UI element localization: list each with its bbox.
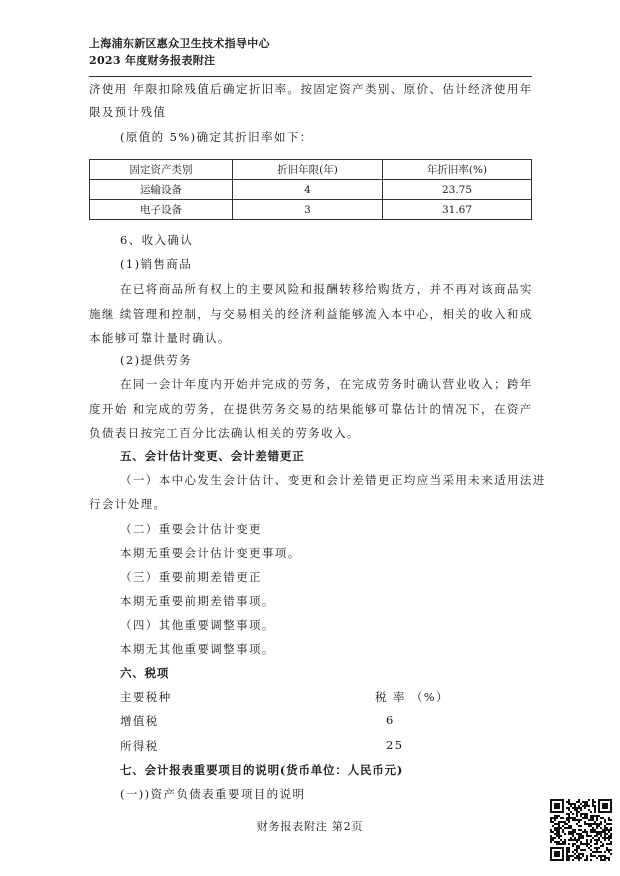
paragraph-line: 行会计处理。 [89,497,167,511]
table-row [90,180,532,200]
table-cell: 电子设备 [90,200,233,220]
subsection-title: (2)提供劳务 [120,353,193,367]
table-cell: 31.67 [383,200,532,220]
tax-col-header: 税 率 （%） [375,690,450,704]
paragraph-line: （一）本中心发生会计估计、变更和会计差错更正均应当采用未来适用法进 [120,473,546,487]
paragraph-line: 济使用 年限扣除残值后确定折旧率。按固定资产类别、原价、估计经济使用年 [89,82,533,96]
table-header-cell: 年折旧率(%) [383,160,532,180]
table-row [90,200,532,220]
subsection-title: (1)销售商品 [120,257,193,271]
paragraph-line: 度开始 和完成的劳务，在提供劳务交易的结果能够可靠估计的情况下，在资产 [89,402,533,416]
tax-col-header: 主要税种 [120,690,172,704]
tax-rate: 6 [386,713,395,727]
section-title: 五、会计估计变更、会计差错更正 [120,449,305,463]
tax-name: 增值税 [120,714,159,728]
qr-code-icon [548,797,614,863]
paragraph-line: 在已将商品所有权上的主要风险和报酬转移给购货方，并不再对该商品实 [120,282,533,296]
table-header-row [90,160,532,180]
table-cell: 4 [233,180,383,200]
table-cell: 23.75 [383,180,532,200]
table-cell: 运输设备 [90,180,233,200]
section-title: 6、收入确认 [120,233,194,247]
paragraph-line: 限及预计残值 [89,105,167,119]
tax-name: 所得税 [120,739,159,753]
tax-rate: 25 [386,738,404,752]
paragraph-line: (原值的 5%)确定其折旧率如下： [120,130,313,144]
page-footer: 财务报表附注 第2页 [256,820,364,833]
header-divider [89,76,532,77]
paragraph-line: 本能够可靠计量时确认。 [89,331,231,345]
header-title: 2023 年度财务报表附注 [89,54,216,67]
table-header-cell: 折旧年限(年) [233,160,383,180]
header-org: 上海浦东新区惠众卫生技术指导中心 [89,37,270,50]
subsection-title: (一))资产负债表重要项目的说明 [120,787,306,801]
paragraph-line: 施继 续管理和控制，与交易相关的经济利益能够流入本中心，相关的收入和成 [89,307,533,321]
section-title: 六、税项 [120,666,170,680]
table-header-cell: 固定资产类别 [90,160,233,180]
paragraph-line: 本期无其他重要调整事项。 [120,642,275,656]
subsection-title: （三）重要前期差错更正 [120,570,262,584]
paragraph-line: 本期无重要前期差错事项。 [120,594,275,608]
depreciation-table [89,159,532,220]
paragraph-line: 本期无重要会计估计变更事项。 [120,546,301,560]
subsection-title: （四）其他重要调整事项。 [120,618,275,632]
table-cell: 3 [233,200,383,220]
paragraph-line: 在同一会计年度内开始并完成的劳务，在完成劳务时确认营业收入；跨年 [120,377,533,391]
subsection-title: （二）重要会计估计变更 [120,522,262,536]
section-title: 七、会计报表重要项目的说明(货币单位：人民币元) [120,763,404,777]
paragraph-line: 负债表日按完工百分比法确认相关的劳务收入。 [89,426,360,440]
